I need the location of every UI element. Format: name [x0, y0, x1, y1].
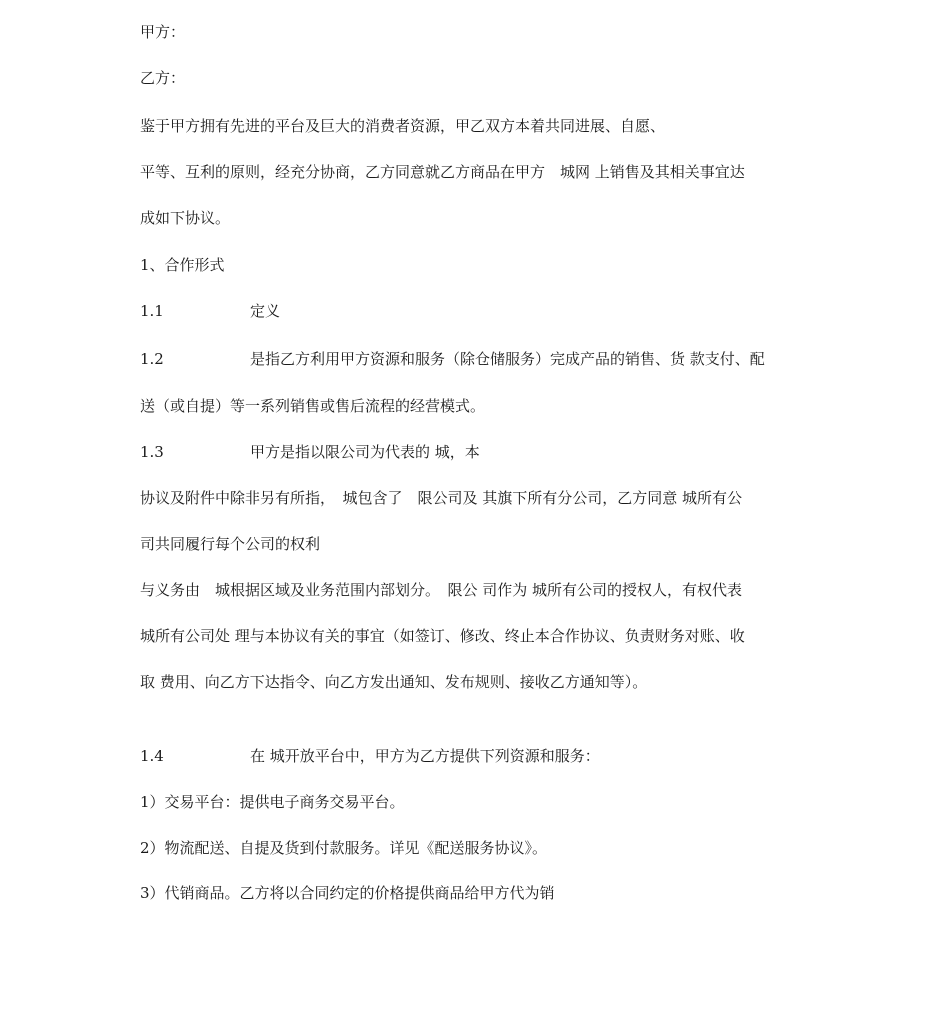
clause-1-3-line-4: 与义务由 城根据区域及业务范围内部划分。 限公 司作为 城所有公司的授权人，有权代表	[140, 581, 743, 599]
clause-1-3-line-3: 司共同履行每个公司的权利	[140, 535, 321, 553]
clause-number: 1.3	[140, 443, 164, 461]
clause-1-3-line-6: 取 费用、向乙方下达指令、向乙方发出通知、发布规则、接收乙方通知等）。	[140, 673, 648, 691]
clause-text: 在 城开放平台中，甲方为乙方提供下列资源和服务：	[250, 747, 600, 765]
clause-text: 是指乙方利用甲方资源和服务（除仓储服务）完成产品的销售、货 款支付、配	[250, 350, 765, 368]
party-b-line: 乙方：	[140, 69, 186, 87]
section-heading: 1、合作形式	[140, 256, 225, 274]
clause-text: 甲方是指以限公司为代表的 城，本	[250, 443, 480, 461]
clause-1-1	[140, 299, 812, 323]
party-a-line: 甲方：	[140, 23, 186, 41]
service-item-2: 2）物流配送、自提及货到付款服务。详见《配送服务协议》。	[140, 839, 548, 857]
clause-number: 1.4	[140, 747, 164, 765]
clause-text: 定义	[250, 302, 281, 320]
preamble-line-1: 鉴于甲方拥有先进的平台及巨大的消费者资源，甲乙双方本着共同进展、自愿、	[140, 117, 666, 135]
clause-1-3-line-2: 协议及附件中除非另有所指， 城包含了 限公司及 其旗下所有分公司，乙方同意 城所有公	[140, 489, 743, 507]
clause-1-4	[140, 744, 812, 768]
preamble-line-3: 成如下协议。	[140, 209, 231, 227]
clause-1-3-line-5: 城所有公司处 理与本协议有关的事宜（如签订、修改、终止本合作协议、负责财务对账、收	[140, 627, 745, 645]
clause-number: 1.1	[140, 302, 164, 320]
clause-number: 1.2	[140, 350, 164, 368]
clause-1-2	[140, 347, 812, 371]
preamble-line-2: 平等、互利的原则，经充分协商，乙方同意就乙方商品在甲方 城网 上销售及其相关事宜达	[140, 163, 745, 181]
clause-1-3	[140, 440, 812, 464]
clause-1-2-continued: 送（或自提）等一系列销售或售后流程的经营模式。	[140, 397, 486, 415]
service-item-3: 3）代销商品。乙方将以合同约定的价格提供商品给甲方代为销	[140, 884, 555, 902]
service-item-1: 1）交易平台：提供电子商务交易平台。	[140, 793, 405, 811]
